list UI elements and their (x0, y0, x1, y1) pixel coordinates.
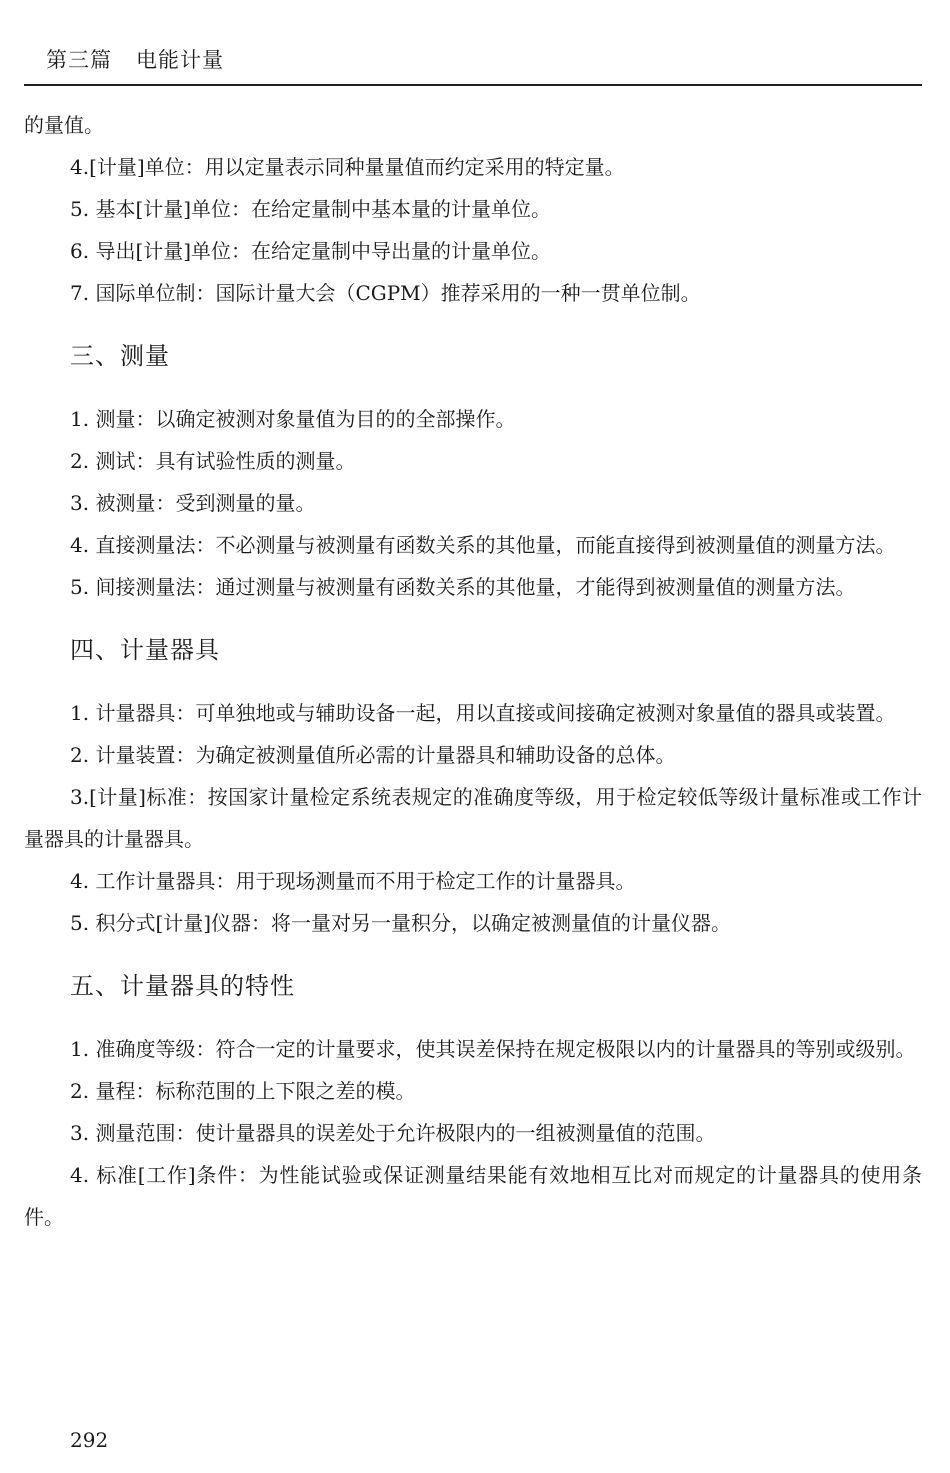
paragraph: 5. 基本[计量]单位：在给定量制中基本量的计量单位。 (70, 197, 552, 221)
paragraph: 2. 测试：具有试验性质的测量。 (70, 449, 356, 473)
paragraph: 6. 导出[计量]单位：在给定量制中导出量的计量单位。 (70, 239, 552, 263)
paragraph: 1. 计量器具：可单独地或与辅助设备一起，用以直接或间接确定被测对象量值的器具或装置。 (70, 701, 896, 725)
page-number: 292 (70, 1428, 109, 1452)
paragraph: 7. 国际单位制：国际计量大会（CGPM）推荐采用的一种一贯单位制。 (70, 281, 701, 305)
paragraph: 1. 测量：以确定被测对象量值为目的的全部操作。 (70, 407, 516, 431)
paragraph: 2. 计量装置：为确定被测量值所必需的计量器具和辅助设备的总体。 (70, 743, 676, 767)
paragraph: 5. 积分式[计量]仪器：将一量对另一量积分，以确定被测量值的计量仪器。 (70, 911, 732, 935)
paragraph: 3. 测量范围：使计量器具的误差处于允许极限内的一组被测量值的范围。 (70, 1121, 716, 1145)
paragraph: 的量值。 (24, 113, 104, 137)
paragraph: 4. 直接测量法：不必测量与被测量有函数关系的其他量，而能直接得到被测量值的测量方法。 (70, 533, 896, 557)
page-body (24, 104, 922, 1238)
paragraph: 5. 间接测量法：通过测量与被测量有函数关系的其他量，才能得到被测量值的测量方法。 (70, 575, 856, 599)
paragraph: 4. 标准[工作]条件：为性能试验或保证测量结果能有效地相互比对而规定的计量器具的使用条件。 (24, 1163, 922, 1229)
paragraph: 1. 准确度等级：符合一定的计量要求，使其误差保持在规定极限以内的计量器具的等别或级别。 (70, 1037, 916, 1061)
paragraph: 4. 工作计量器具：用于现场测量而不用于检定工作的计量器具。 (70, 869, 636, 893)
paragraph: 2. 量程：标称范围的上下限之差的模。 (70, 1079, 416, 1103)
section-heading: 四、计量器具 (70, 636, 220, 664)
paragraph: 3. 被测量：受到测量的量。 (70, 491, 316, 515)
part-title: 电能计量 (136, 48, 224, 72)
part-label: 第三篇 (46, 48, 112, 72)
section-heading: 三、测量 (70, 342, 170, 370)
paragraph: 3.[计量]标准：按国家计量检定系统表规定的准确度等级，用于检定较低等级计量标准或工作计量器具的计量器具。 (24, 785, 922, 851)
paragraph: 4.[计量]单位：用以定量表示同种量量值而约定采用的特定量。 (70, 155, 625, 179)
section-heading: 五、计量器具的特性 (70, 972, 295, 1000)
header-rule (24, 84, 922, 86)
running-head (46, 44, 224, 74)
